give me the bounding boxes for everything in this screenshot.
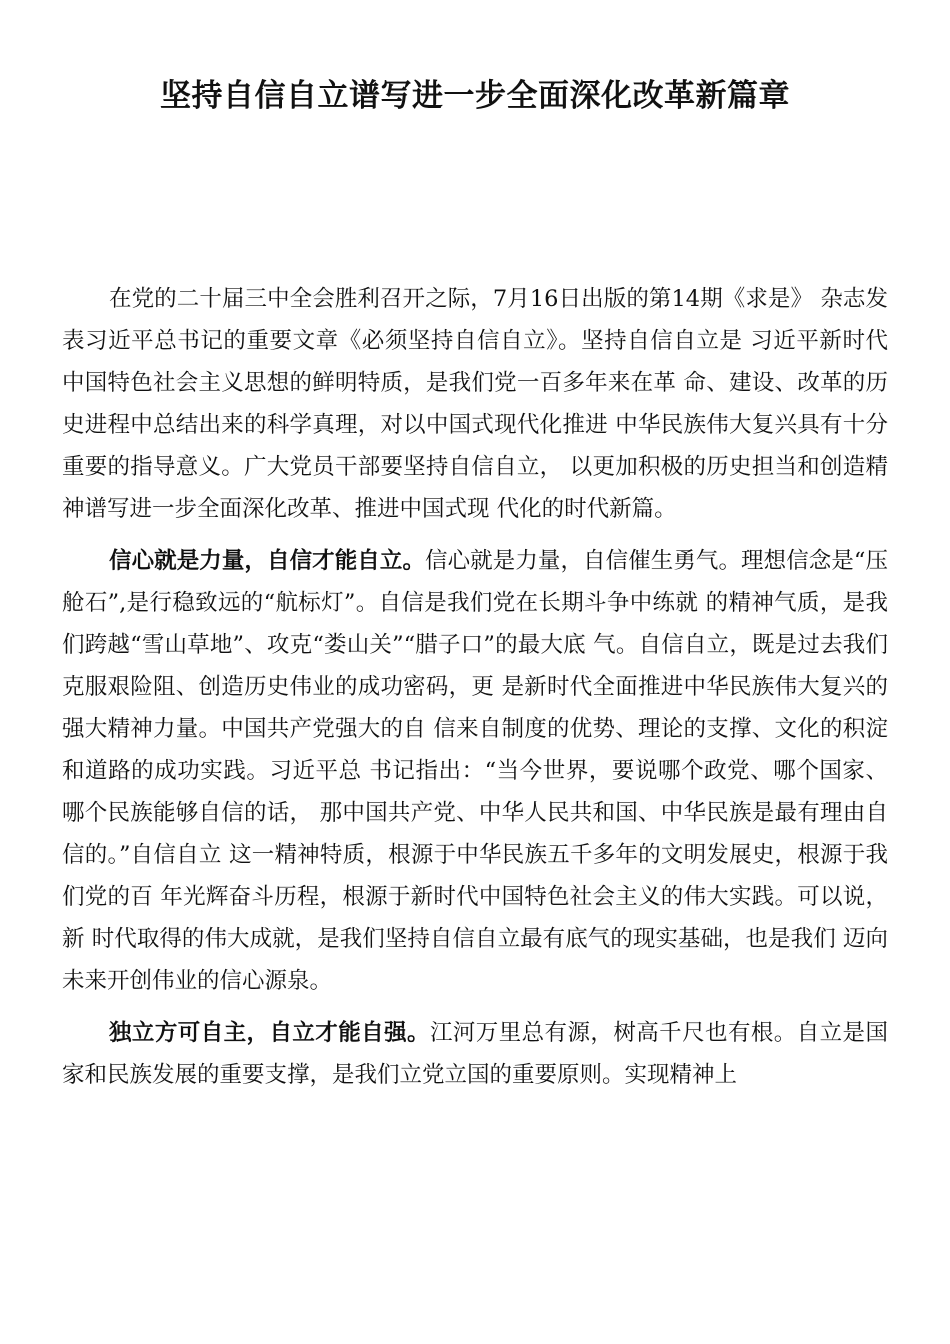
paragraph-text: 江河万里总有源，树高千尺也有根。自立是国家和民族发展的重要支撑，是我们立党立国的重要原则。实现精神上 <box>62 1020 888 1088</box>
paragraph-text: 在党的二十届三中全会胜利召开之际，7月16日出版的第14期《求是》 杂志发表习近平总书记的重要文章《必须坚持自信自立》。坚持自信自立是 习近平新时代中国特色社会主义思想的鲜明特质，是我们党一百多年来在革 命、建设、改革的历史进程中总结出来的科学真理，对以中国式现代化推进 中华民族伟大复兴具有十分重要的指导意义。广大党员干部要坚持自信自立， 以更加积极的历史担当和创造精神谱写进一步全面深化改革、推进中国式现 代化的时代新篇。 <box>62 286 888 522</box>
paragraph-lead: 独立方可自主，自立才能自强。 <box>109 1020 430 1046</box>
paragraph-lead: 信心就是力量，自信才能自立。 <box>109 548 426 574</box>
paragraph-independence <box>62 1012 888 1096</box>
document-title: 坚持自信自立谱写进一步全面深化改革新篇章 <box>160 78 790 114</box>
paragraph-text: 信心就是力量，自信催生勇气。理想信念是“压舱石”,是行稳致远的“航标灯”。自信是我们党在长期斗争中练就 的精神气质，是我们跨越“雪山草地”、攻克“娄山关”“腊子口”的最大底 气。自信自立，既是过去我们克服艰险阻、创造历史伟业的成功密码，更 是新时代全面推进中华民族伟大复兴的强大精神力量。中国共产党强大的自 信来自制度的优势、理论的支撑、文化的积淀和道路的成功实践。习近平总 书记指出：“当今世界，要说哪个政党、哪个国家、哪个民族能够自信的话， 那中国共产党、中华人民共和国、中华民族是最有理由自信的。”自信自立 这一精神特质，根源于中华民族五千多年的文明发展史，根源于我们党的百 年光辉奋斗历程，根源于新时代中国特色社会主义的伟大实践。可以说，新 时代取得的伟大成就，是我们坚持自信自立最有底气的现实基础，也是我们 迈向未来开创伟业的信心源泉。 <box>62 548 888 994</box>
paragraph-intro <box>62 278 888 530</box>
document-body <box>62 278 888 1096</box>
paragraph-confidence <box>62 540 888 1002</box>
